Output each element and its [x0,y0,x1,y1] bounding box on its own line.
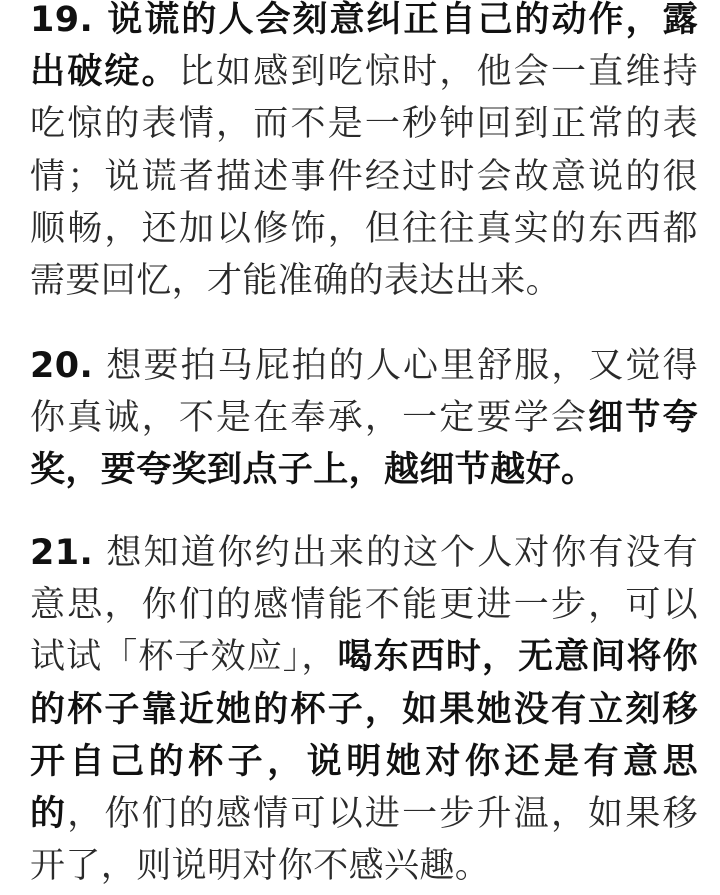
tip-19-text: 比如感到吃惊时，他会一直维持吃惊的表情，而不是一秒钟回到正常的表情；说谎者描述事件经过时会故意说的很顺畅，还加以修饰，但往往真实的东西都需要回忆，才能准确的表达出来。 [30,52,698,302]
tip-21-bold-text: 喝东西时，无意间将你的杯子靠近她的杯子，如果她没有立刻移开自己的杯子，说明她对你还是有意思的 [30,637,698,835]
tip-21-text-1: 想知道你约出来的这个人对你有没有意思，你们的感情能不能更进一步，可以试试「杯子效应」， [30,533,698,678]
tip-19-number: 19. [30,0,94,40]
tip-19-paragraph [30,0,698,307]
tip-20-bold-text: 细节夸奖，要夸奖到点子上，越细节越好。 [30,398,698,491]
tip-20-number: 20. [30,346,94,386]
tip-21-paragraph [30,527,698,892]
tip-21-number: 21. [30,533,94,573]
tip-19-bold-lead: 说谎的人会刻意纠正自己的动作，露出破绽。 [30,0,698,93]
tip-20-paragraph [30,340,698,497]
tip-20-text: 想要拍马屁拍的人心里舒服，又觉得你真诚，不是在奉承，一定要学会 [30,346,698,439]
tip-21-text-2: ，你们的感情可以进一步升温，如果移开了，则说明对你不感兴趣。 [30,794,698,887]
